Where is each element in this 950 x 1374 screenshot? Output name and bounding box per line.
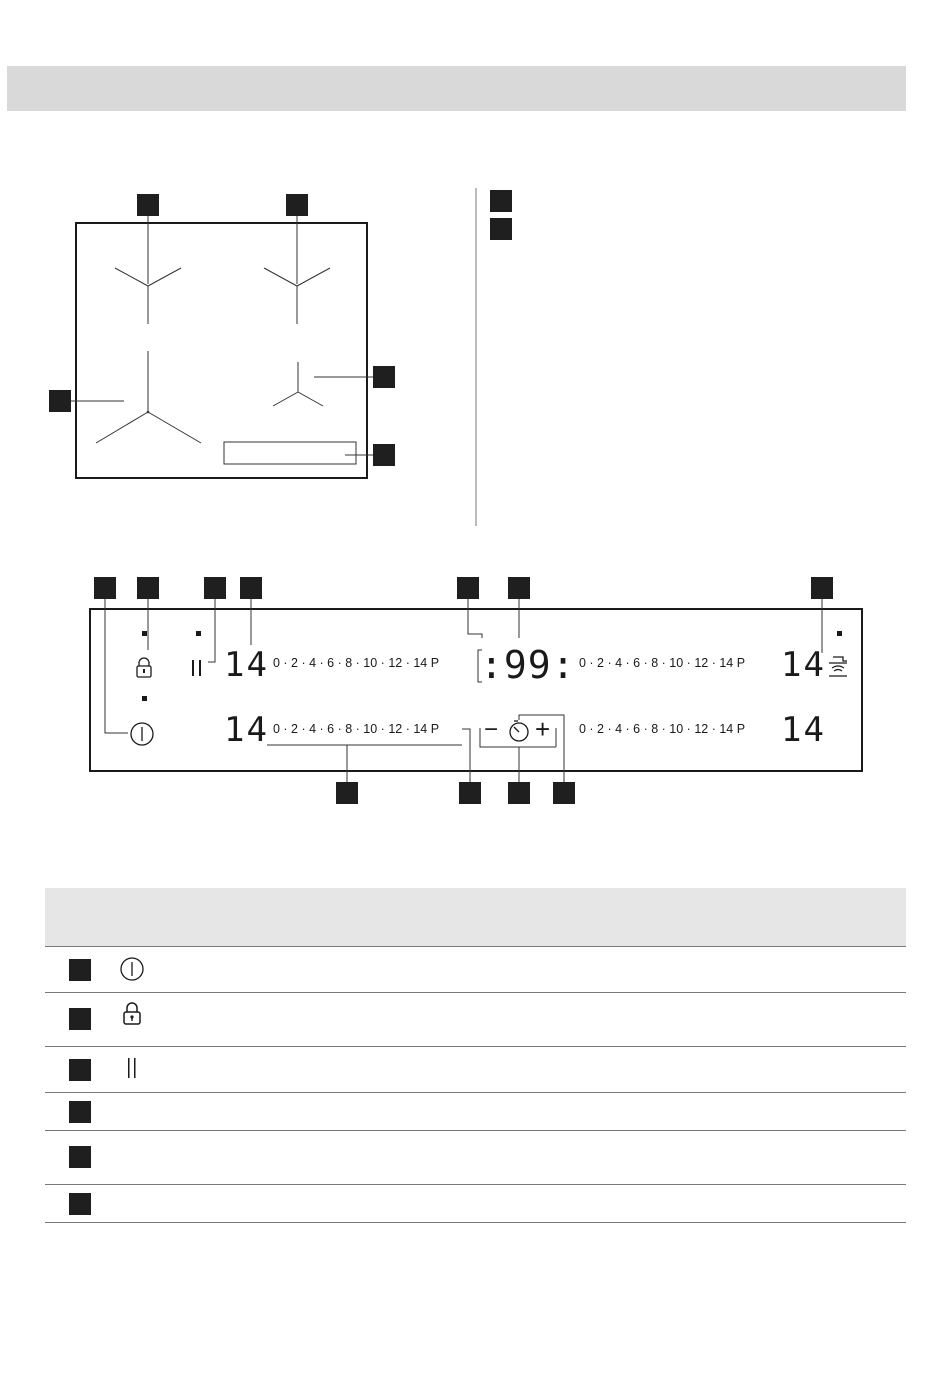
timer-plus-button[interactable]: + — [535, 714, 551, 744]
hob-outline — [76, 223, 367, 478]
power-icon — [119, 956, 145, 982]
timer-icon[interactable] — [508, 718, 532, 744]
symbol-table — [45, 888, 906, 1223]
heat-scale-front-left[interactable]: 0 · 2 · 4 · 6 · 8 · 10 · 12 · 14 P — [273, 722, 440, 736]
hob-layout-diagram — [0, 0, 950, 560]
callout-badge — [373, 366, 395, 388]
display-rear-left: 14 — [224, 645, 269, 685]
table-row — [45, 1131, 906, 1185]
row-badge — [69, 959, 91, 981]
callout-badge — [286, 194, 308, 216]
row-badge — [69, 1008, 91, 1030]
table-row — [45, 1047, 906, 1093]
table-header — [45, 888, 906, 947]
pause-icon — [119, 1056, 145, 1082]
cooking-zone-front-left — [96, 351, 201, 443]
table-row — [45, 1093, 906, 1131]
callout-badge — [137, 194, 159, 216]
callout-badge — [373, 444, 395, 466]
table-row — [45, 993, 906, 1047]
heat-scale-front-right[interactable]: 0 · 2 · 4 · 6 · 8 · 10 · 12 · 14 P — [579, 722, 746, 736]
display-front-right: 14 — [781, 710, 826, 750]
display-rear-right: 14 — [781, 645, 826, 685]
display-front-left: 14 — [224, 710, 269, 750]
timer-display-value: 99 — [503, 643, 552, 687]
row-badge — [69, 1193, 91, 1215]
lock-icon[interactable] — [135, 657, 153, 679]
table-row — [45, 1185, 906, 1223]
row-badge — [69, 1101, 91, 1123]
timer-minus-button[interactable]: − — [484, 716, 499, 743]
control-panel-outline — [224, 442, 356, 464]
table-row — [45, 947, 906, 993]
hood-icon[interactable] — [827, 655, 849, 679]
row-badge — [69, 1146, 91, 1168]
power-icon[interactable] — [128, 721, 156, 747]
timer-display: :99: — [480, 643, 576, 687]
row-badge — [69, 1059, 91, 1081]
heat-scale-rear-right[interactable]: 0 · 2 · 4 · 6 · 8 · 10 · 12 · 14 P — [579, 656, 746, 670]
callout-badge — [49, 390, 71, 412]
lock-icon — [119, 1001, 145, 1027]
cooking-zone-front-right — [273, 362, 323, 406]
legend-badge — [490, 218, 512, 240]
legend-badge — [490, 190, 512, 212]
heat-scale-rear-left[interactable]: 0 · 2 · 4 · 6 · 8 · 10 · 12 · 14 P — [273, 656, 440, 670]
pause-icon[interactable] — [188, 658, 206, 678]
